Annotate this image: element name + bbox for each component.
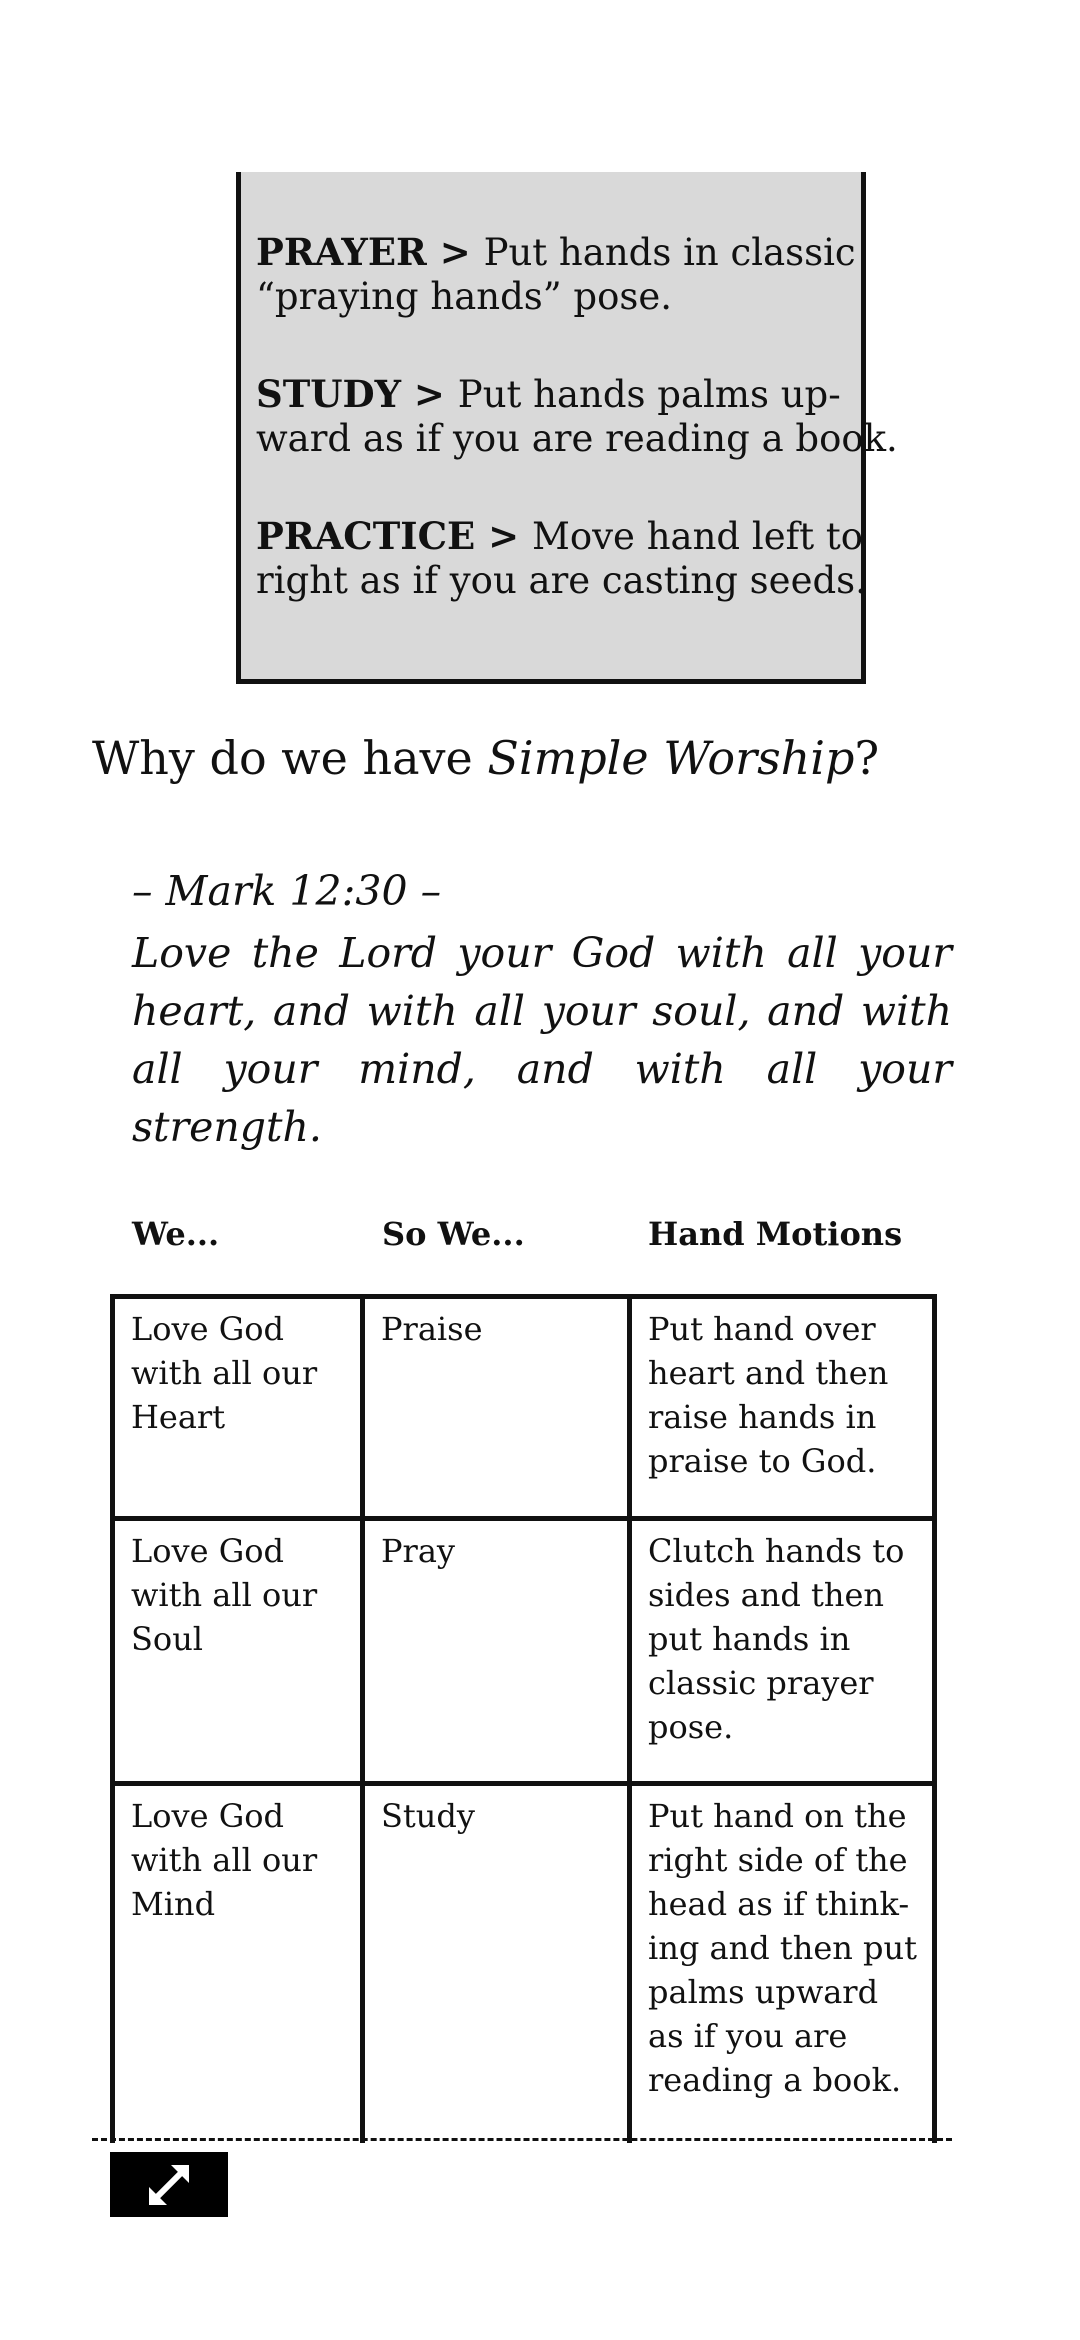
gesture-prayer (256, 230, 861, 319)
question-emphasis: Simple Worship (487, 731, 855, 785)
gesture-text-line1: Move hand left to (531, 515, 864, 558)
hand-motions-box (236, 172, 898, 684)
section-question (92, 730, 879, 786)
gesture-text-line1: Put hands palms up- (457, 373, 841, 416)
question-suffix: ? (854, 731, 880, 785)
cell-we: Love God with all our Heart (113, 1297, 363, 1519)
gesture-separator: > (401, 372, 458, 416)
expand-arrows-icon (142, 2158, 196, 2212)
gesture-keyword: PRAYER (256, 230, 427, 274)
table-row (113, 1297, 935, 1519)
expand-button[interactable] (110, 2152, 228, 2217)
cell-we: Love God with all our Mind (113, 1784, 363, 2143)
table-row (113, 1784, 935, 2143)
page-cut-divider (92, 2138, 952, 2141)
question-prefix: Why do we have (92, 731, 488, 785)
gesture-keyword: PRACTICE (256, 514, 476, 558)
gesture-text-line2: right as if you are casting seeds. (256, 559, 867, 602)
column-header-hand-motions: Hand Motions (648, 1215, 903, 1253)
gesture-text-line1: Put hands in classic (483, 231, 856, 274)
table-row (113, 1519, 935, 1784)
cell-so-we: Pray (363, 1519, 630, 1784)
worship-table (110, 1294, 937, 2143)
cell-we: Love God with all our Soul (113, 1519, 363, 1784)
gesture-separator: > (475, 514, 532, 558)
cell-hand-motion: Put hand over heart and then raise hands in praise to God. (630, 1297, 935, 1519)
gesture-practice (256, 514, 867, 603)
gesture-keyword: STUDY (256, 372, 402, 416)
column-header-so-we: So We... (382, 1215, 525, 1253)
gesture-text-line2: ward as if you are reading a book. (256, 417, 898, 460)
cell-so-we: Praise (363, 1297, 630, 1519)
cell-hand-motion: Clutch hands to sides and then put hands in classic prayer pose. (630, 1519, 935, 1784)
cell-so-we: Study (363, 1784, 630, 2143)
cell-hand-motion: Put hand on the right side of the head as if think-ing and then put palms upward as if you are reading a book. (630, 1784, 935, 2143)
gesture-text-line2: “praying hands” pose. (256, 275, 673, 318)
column-header-we: We... (132, 1215, 220, 1253)
verse-reference: – Mark 12:30 – (132, 867, 442, 915)
gesture-study (256, 372, 898, 461)
verse-text: Love the Lord your God with all your heart, and with all your soul, and with all your mind, and with all your strength. (132, 929, 952, 1151)
gesture-separator: > (426, 230, 484, 274)
